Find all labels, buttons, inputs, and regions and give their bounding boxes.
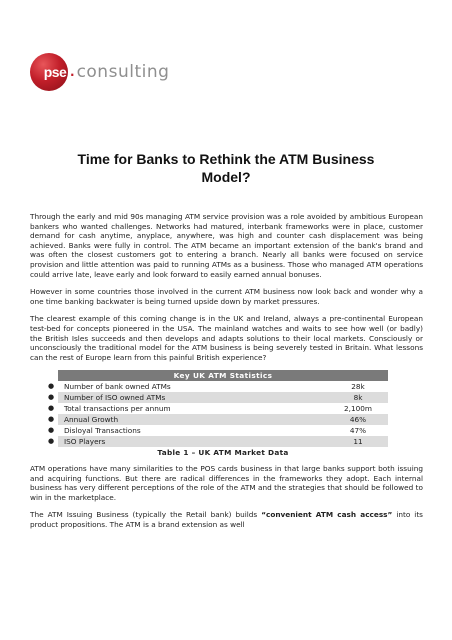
row-label: Number of ISO owned ATMs (64, 393, 166, 403)
paragraph-5 (30, 510, 423, 529)
table-row (47, 414, 388, 425)
bullet-icon: ● (47, 415, 55, 424)
bullet-icon: ● (47, 437, 55, 446)
document-title (40, 150, 412, 186)
paragraph-5-end: into its product propositions. The ATM is a brand extension as well (30, 510, 423, 529)
paragraph-4: ATM operations have many similarities to the POS cards business in that large banks support both issuing and acquiring functions. But there are radical differences in the frameworks they adopt. Each internal business has very different perceptions of the role of the ATM and the strategies that should be followed to win in the marketplace. (30, 463, 423, 502)
table-row (47, 403, 388, 414)
logo-dot: . (70, 65, 75, 79)
title-line-2: Model? (201, 169, 251, 185)
table-row (47, 392, 388, 403)
table-caption: Table 1 – UK ATM Market Data (157, 448, 289, 458)
table-row (47, 425, 388, 436)
paragraph-5-emphasis: “convenient ATM cash access” (261, 510, 393, 520)
bullet-icon: ● (47, 426, 55, 435)
row-value: 11 (353, 437, 363, 447)
table-header: Key UK ATM Statistics (58, 370, 388, 381)
paragraph-5-start: The ATM Issuing Business (typically the Retail bank) builds (30, 510, 262, 520)
logo-mark: pse (43, 64, 67, 80)
bullet-icon: ● (47, 404, 55, 413)
row-value: 8k (353, 393, 363, 403)
table-row (47, 381, 388, 392)
paragraph-1: Through the early and mid 90s managing ATM service provision was a role avoided by ambitious European bankers who wanted challenges. Networks had matured, interbank frameworks were in place, customer demand for cash anytime, anyplace, anywhere, was high and counter cash displacement was being achieved. Banks were fully in control. The ATM became an important extension of the bank's brand and was often the closest customers got to entering a branch. Nearly all banks were focused on service provision and little attention was paid to running ATMs as a business. Those who managed ATM operations could arrive late, leave early and look forward to easily earned annual bonuses. (30, 212, 423, 279)
row-value: 28k (351, 382, 365, 392)
paragraph-3: The clearest example of this coming change is in the UK and Ireland, always a pre-continental European test-bed for concepts pioneered in the USA. The mainland watches and waits to see how well (or badly) the British Isles succeeds and then develops and adapts solutions to their local markets. Consciously or unconsciously the traditional model for the ATM business is being severely tested in Britain. What lessons can the rest of Europe learn from this painful British experience? (30, 314, 423, 362)
bullet-icon: ● (47, 393, 55, 402)
title-line-1: Time for Banks to Rethink the ATM Business (77, 151, 375, 167)
table-row (47, 436, 388, 447)
document-body (30, 212, 423, 537)
row-label: Number of bank owned ATMs (64, 382, 171, 392)
row-value: 46% (349, 415, 367, 425)
row-label: ISO Players (64, 437, 106, 447)
company-logo (30, 52, 190, 92)
logo-wordmark: consulting (76, 62, 170, 82)
row-value: 47% (349, 426, 367, 436)
row-label: Annual Growth (64, 415, 119, 425)
row-value: 2,100m (344, 404, 372, 414)
logo-sphere (30, 53, 68, 91)
row-label: Total transactions per annum (64, 404, 171, 414)
paragraph-2: However in some countries those involved in the current ATM business now look back and wonder why a one time banking backwater is being turned upside down by market pressures. (30, 287, 423, 306)
bullet-icon: ● (47, 382, 55, 391)
row-label: Disloyal Transactions (64, 426, 141, 436)
statistics-table (47, 370, 388, 458)
